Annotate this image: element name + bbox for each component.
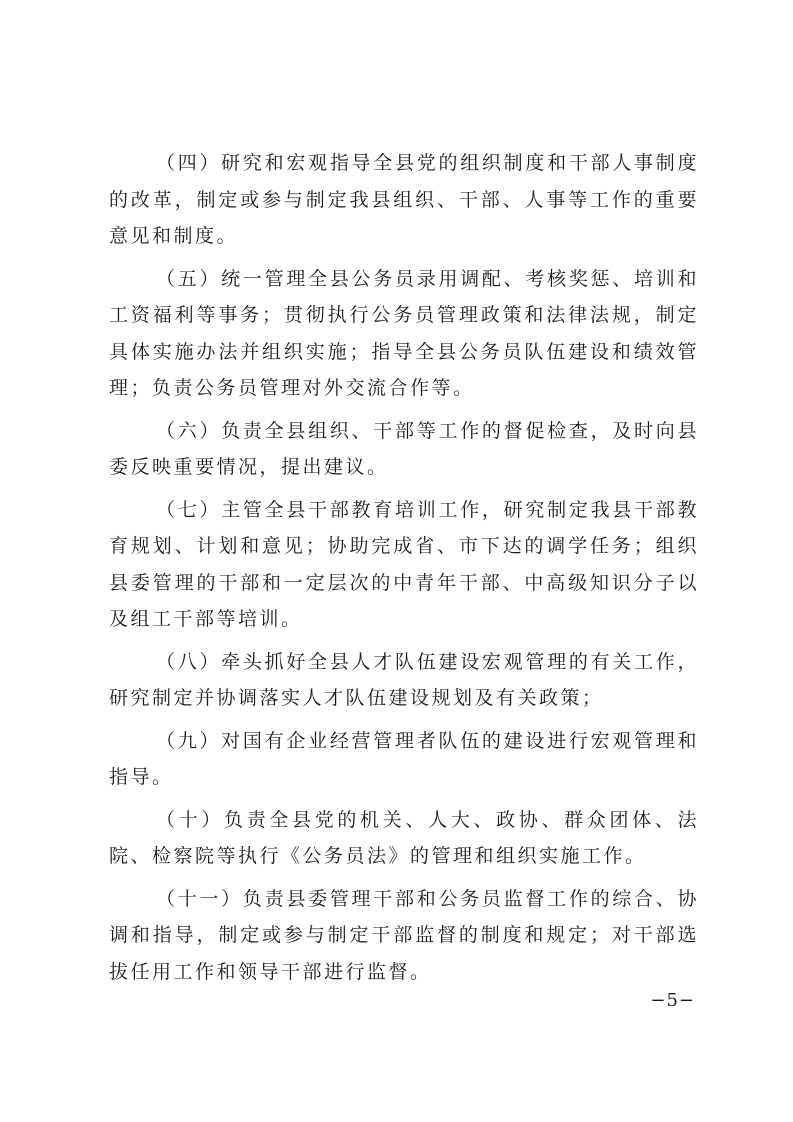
paragraph-10: （十）负责全县党的机关、人大、政协、群众团体、法院、检察院等执行《公务员法》的管理和组织实施工作。 [109,808,699,867]
paragraph-4: （四）研究和宏观指导全县党的组织制度和干部人事制度的改革，制定或参与制定我县组织、干部、人事等工作的重要意见和制度。 [109,152,699,247]
paragraph-5: （五）统一管理全县公务员录用调配、考核奖惩、培训和工资福利等事务；贯彻执行公务员管理政策和法律法规，制定具体实施办法并组织实施；指导全县公务员队伍建设和绩效管理；负责公务员管理对外交流合作等。 [109,267,699,399]
paragraph-7: （七）主管全县干部教育培训工作，研究制定我县干部教育规划、计划和意见；协助完成省、市下达的调学任务；组织县委管理的干部和一定层次的中青年干部、中高级知识分子以及组工干部等培训。 [109,498,699,630]
paragraph-9: （九）对国有企业经营管理者队伍的建设进行宏观管理和指导。 [109,729,699,788]
page-number: −5− [650,990,695,1011]
document-body [109,145,699,996]
paragraph-6: （六）负责全县组织、干部等工作的督促检查，及时向县委反映重要情况，提出建议。 [109,419,699,478]
paragraph-8: （八）牵头抓好全县人才队伍建设宏观管理的有关工作，研究制定并协调落实人才队伍建设规划及有关政策； [109,650,699,709]
paragraph-11: （十一）负责县委管理干部和公务员监督工作的综合、协调和指导，制定或参与制定干部监督的制度和规定；对干部选拔任用工作和领导干部进行监督。 [109,887,699,983]
